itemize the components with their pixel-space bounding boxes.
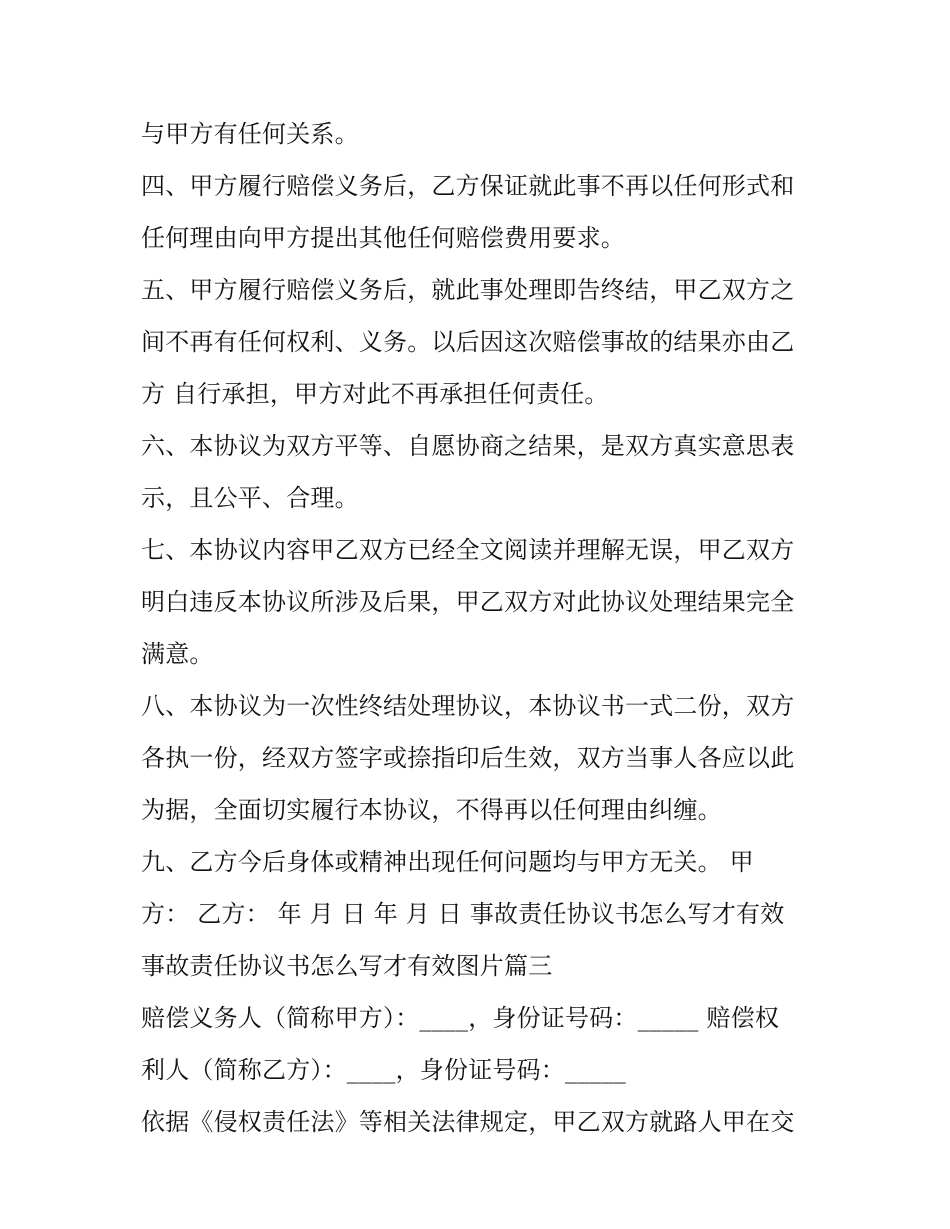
text-line: 方： 乙方： 年 月 日 年 月 日 事故责任协议书怎么写才有效	[141, 900, 785, 928]
text-line: 八、本协议为一次性终结处理协议，本协议书一式二份，双方	[141, 692, 795, 720]
text-line: 七、本协议内容甲乙双方已经全文阅读并理解无误，甲乙双方	[141, 536, 795, 564]
text-line: 各执一份，经双方签字或捺指印后生效，双方当事人各应以此	[141, 744, 795, 772]
text-line: 四、甲方履行赔偿义务后，乙方保证就此事不再以任何形式和	[141, 172, 795, 200]
text-line: 赔偿义务人（简称甲方）：____，身份证号码：_____ 赔偿权	[141, 1004, 780, 1032]
text-line: 示，且公平、合理。	[141, 484, 359, 512]
text-line: 利人（简称乙方）：____，身份证号码：_____	[141, 1056, 626, 1084]
text-line: 任何理由向甲方提出其他任何赔偿费用要求。	[141, 224, 625, 252]
text-line: 明白违反本协议所涉及后果，甲乙双方对此协议处理结果完全	[141, 588, 795, 616]
text-line: 五、甲方履行赔偿义务后，就此事处理即告终结，甲乙双方之	[141, 276, 795, 304]
text-line: 六、本协议为双方平等、自愿协商之结果，是双方真实意思表	[141, 432, 795, 460]
document-body	[141, 108, 821, 1148]
text-line: 方 自行承担，甲方对此不再承担任何责任。	[141, 380, 609, 408]
text-line: 九、乙方今后身体或精神出现任何问题均与甲方无关。 甲	[141, 848, 754, 876]
text-line: 依据《侵权责任法》等相关法律规定，甲乙双方就路人甲在交	[141, 1108, 795, 1136]
text-line: 满意。	[141, 640, 214, 668]
text-line: 与甲方有任何关系。	[141, 120, 359, 148]
text-line: 为据，全面切实履行本协议，不得再以任何理由纠缠。	[141, 796, 722, 824]
text-line: 间不再有任何权利、义务。以后因这次赔偿事故的结果亦由乙	[141, 328, 795, 356]
section-heading: 事故责任协议书怎么写才有效图片篇三	[141, 952, 553, 980]
